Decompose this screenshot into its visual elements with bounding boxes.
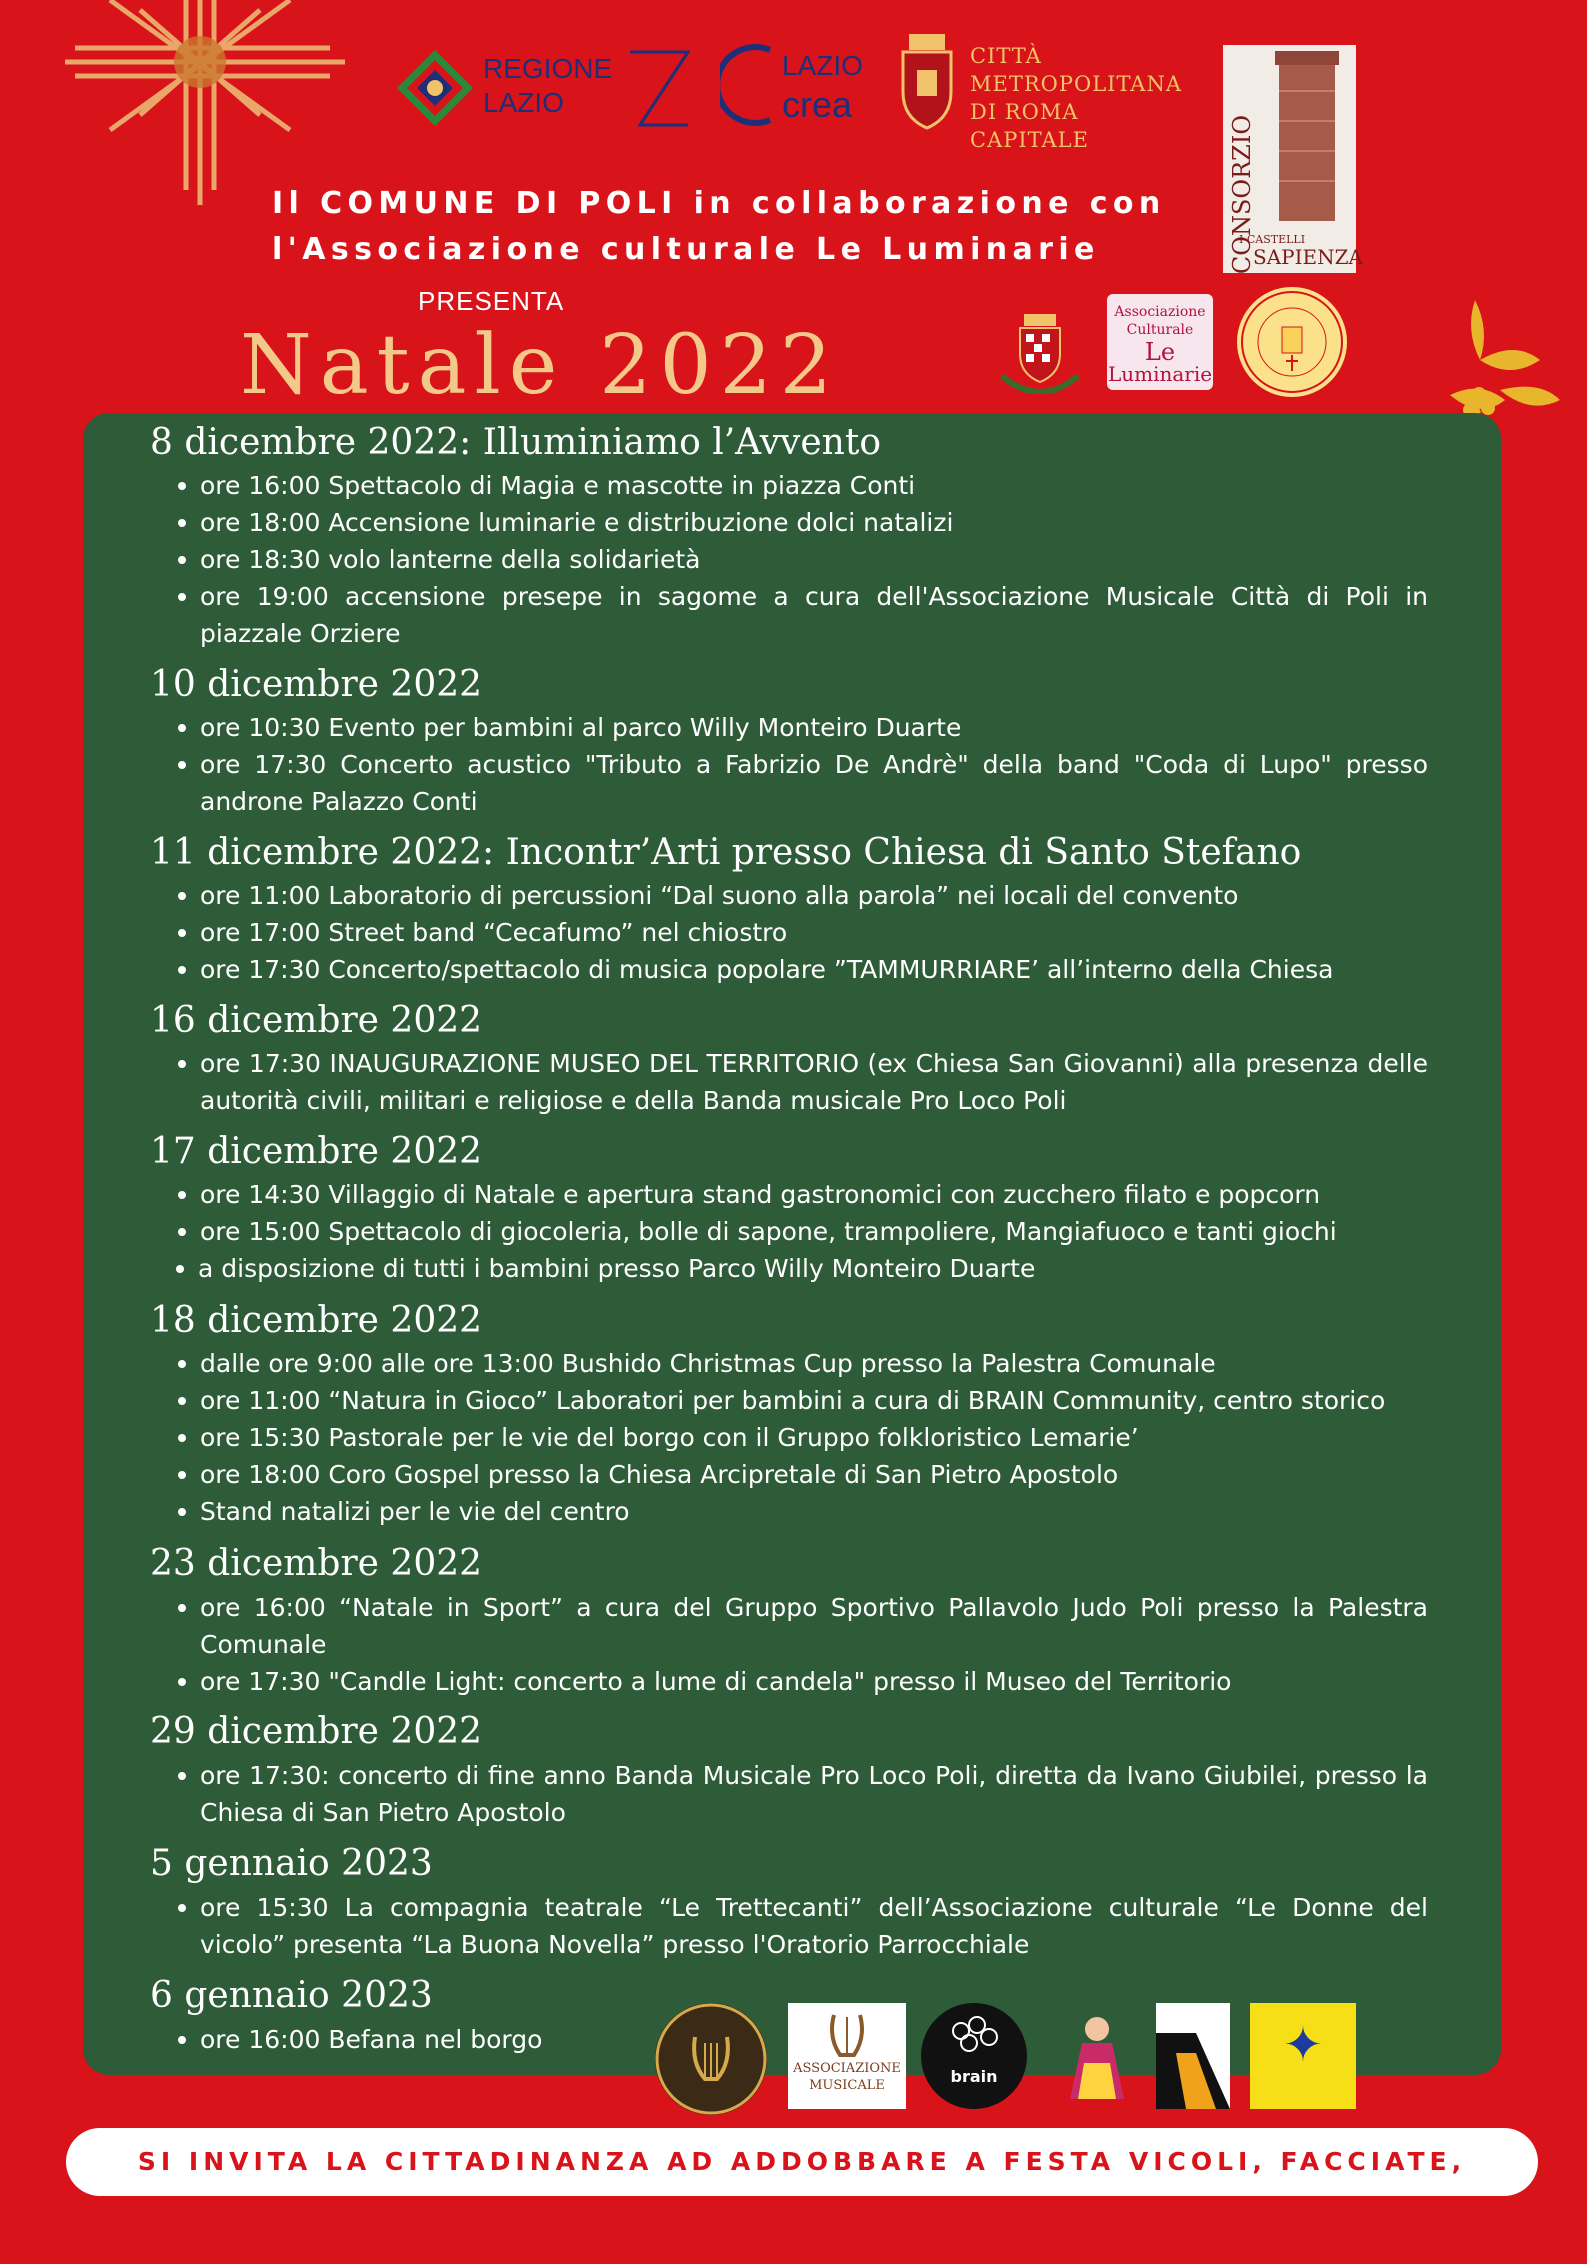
regione-lazio-emblem-icon <box>395 48 475 128</box>
tower-icon <box>1267 51 1347 221</box>
event-item: ore 17:30: concerto di fine anno Banda Musicale Pro Loco Poli, diretta da Ivano Giubilei, presso la Chiesa di San Pietro Apostolo <box>200 1757 1428 1831</box>
day-title: 5 gennaio 2023 <box>150 1843 433 1884</box>
day-title: 17 dicembre 2022 <box>150 1131 483 1172</box>
header-line1: Il COMUNE DI POLI in collaborazione con <box>272 186 1166 221</box>
comune-poli-logo <box>988 290 1092 394</box>
parrocchia-seal-icon <box>1237 287 1347 397</box>
star-decoration <box>0 0 360 210</box>
donne-del-vicolo-logo <box>1042 2003 1152 2113</box>
day-title: 10 dicembre 2022 <box>150 664 483 705</box>
parrocchia-logo <box>1237 287 1347 397</box>
assoc-line1: ASSOCIAZIONE <box>793 2061 901 2076</box>
regione-lazio-chevron-icon <box>630 50 690 130</box>
event-item: ore 11:00 Laboratorio di percussioni “Dal suono alla parola” nei locali del convento <box>200 877 1428 914</box>
banda-lyre-icon <box>655 2003 767 2115</box>
lazio-crea-line1: LAZIO <box>782 50 863 81</box>
event-item: ore 16:00 “Natale in Sport” a cura del Gruppo Sportivo Pallavolo Judo Poli presso la Palestra Comunale <box>200 1589 1428 1663</box>
day-title: 8 dicembre 2022: Illuminiamo l’Avvento <box>150 422 882 463</box>
citta-metropolitana-logo <box>895 30 1205 152</box>
brain-tree-icon <box>921 2009 1027 2069</box>
luminarie-logo <box>1107 294 1213 390</box>
consorzio-vertical-label: CONSORZIO <box>1228 115 1256 275</box>
event-item: ore 15:30 Pastorale per le vie del borgo con il Gruppo folkloristico Lemarie’ <box>200 1419 1428 1456</box>
day-title: 23 dicembre 2022 <box>150 1543 483 1584</box>
regione-lazio-line2: LAZIO <box>483 87 564 118</box>
luminarie-line1: Associazione <box>1114 304 1206 320</box>
kickboxing-logo <box>1156 2003 1230 2109</box>
consorzio-logo <box>1223 45 1363 275</box>
event-item: ore 15:30 La compagnia teatrale “Le Trettecanti” dell’Associazione culturale “Le Donne del vicolo” presenta “La Buona Novella” presso l'Oratorio Parrocchiale <box>200 1889 1428 1963</box>
lyre-icon <box>788 2007 906 2063</box>
citta-line1: CITTÀ <box>970 44 1042 68</box>
page-title: Natale 2022 <box>240 318 840 413</box>
event-item: ore 15:00 Spettacolo di giocoleria, bolle di sapone, trampoliere, Mangiafuoco e tanti giochi <box>200 1213 1428 1250</box>
event-item: ore 19:00 accensione presepe in sagome a cura dell'Associazione Musicale Città di Poli in piazzale Orziere <box>200 578 1428 652</box>
lazio-crea-line2: crea <box>782 84 853 125</box>
event-item: ore 18:00 Accensione luminarie e distribuzione dolci natalizi <box>200 504 1428 541</box>
associazione-musicale-logo <box>788 2003 906 2109</box>
consorzio-small-label: I CASTELLI <box>1239 233 1306 246</box>
event-item: ore 16:00 Befana nel borgo <box>200 2021 620 2058</box>
event-item: ore 17:30 INAUGURAZIONE MUSEO DEL TERRITORIO (ex Chiesa San Giovanni) alla presenza delle autorità civili, militari e religiose e della Banda musicale Pro Loco Poli <box>200 1045 1428 1119</box>
regione-lazio-line1: REGIONE <box>483 53 613 84</box>
event-item: ore 17:30 Concerto acustico "Tributo a Fabrizio De Andrè" della band "Coda di Lupo" presso androne Palazzo Conti <box>200 746 1428 820</box>
luminarie-line2: Culturale <box>1126 322 1194 338</box>
event-item: ore 17:00 Street band “Cecafumo” nel chiostro <box>200 914 1428 951</box>
consorzio-big-label: SAPIENZA <box>1253 245 1363 269</box>
brain-logo <box>921 2003 1027 2109</box>
event-item: ore 16:00 Spettacolo di Magia e mascotte in piazza Conti <box>200 467 1428 504</box>
luminarie-line4: Luminarie <box>1107 362 1213 386</box>
event-item: ore 14:30 Villaggio di Natale e apertura stand gastronomici con zucchero filato e popcorn <box>200 1176 1428 1213</box>
footer-banner <box>66 2128 1538 2244</box>
regione-lazio-logo <box>395 45 695 130</box>
event-item-continuation: a disposizione di tutti i bambini presso Parco Willy Monteiro Duarte <box>198 1250 1426 1287</box>
citta-line3: DI ROMA CAPITALE <box>970 100 1089 152</box>
day-title: 18 dicembre 2022 <box>150 1300 483 1341</box>
day-title: 6 gennaio 2023 <box>150 1975 433 2016</box>
bushido-icon: ✦ <box>1282 2017 1324 2073</box>
event-item: Stand natalizi per le vie del centro <box>200 1493 1428 1530</box>
banda-musicale-logo <box>655 2003 767 2115</box>
lazio-crea-arc-icon <box>720 40 780 130</box>
header-line2: l'Associazione culturale Le Luminarie <box>272 232 1100 267</box>
presenta-label: PRESENTA <box>418 286 565 316</box>
day-title: 11 dicembre 2022: Incontr’Arti presso Chiesa di Santo Stefano <box>150 832 1302 873</box>
event-item: ore 11:00 “Natura in Gioco” Laboratori per bambini a cura di BRAIN Community, centro storico <box>200 1382 1428 1419</box>
citta-line2: METROPOLITANA <box>970 72 1183 96</box>
brain-label: brain <box>950 2067 998 2086</box>
event-item: ore 18:00 Coro Gospel presso la Chiesa Arcipretale di San Pietro Apostolo <box>200 1456 1428 1493</box>
comune-poli-crest-icon <box>988 290 1092 394</box>
roma-crest-icon <box>895 30 959 130</box>
event-item: ore 18:30 volo lanterne della solidarietà <box>200 541 1428 578</box>
luminarie-line3: Le <box>1144 338 1176 366</box>
event-item: ore 17:30 "Candle Light: concerto a lume di candela" presso il Museo del Territorio <box>200 1663 1428 1700</box>
event-item: dalle ore 9:00 alle ore 13:00 Bushido Christmas Cup presso la Palestra Comunale <box>200 1345 1428 1382</box>
lazio-crea-logo <box>720 40 880 135</box>
day-title: 29 dicembre 2022 <box>150 1711 483 1752</box>
event-item: ore 10:30 Evento per bambini al parco Willy Monteiro Duarte <box>200 709 1428 746</box>
bushido-logo <box>1250 2003 1356 2109</box>
day-title: 16 dicembre 2022 <box>150 1000 483 1041</box>
footer-text: SI INVITA LA CITTADINANZA AD ADDOBBARE A FESTA VICOLI, FACCIATE, BALCONI <box>137 2147 1467 2244</box>
event-item: ore 17:30 Concerto/spettacolo di musica popolare ”TAMMURRIARE’ all’interno della Chiesa <box>200 951 1428 988</box>
assoc-line2: MUSICALE <box>809 2078 885 2093</box>
